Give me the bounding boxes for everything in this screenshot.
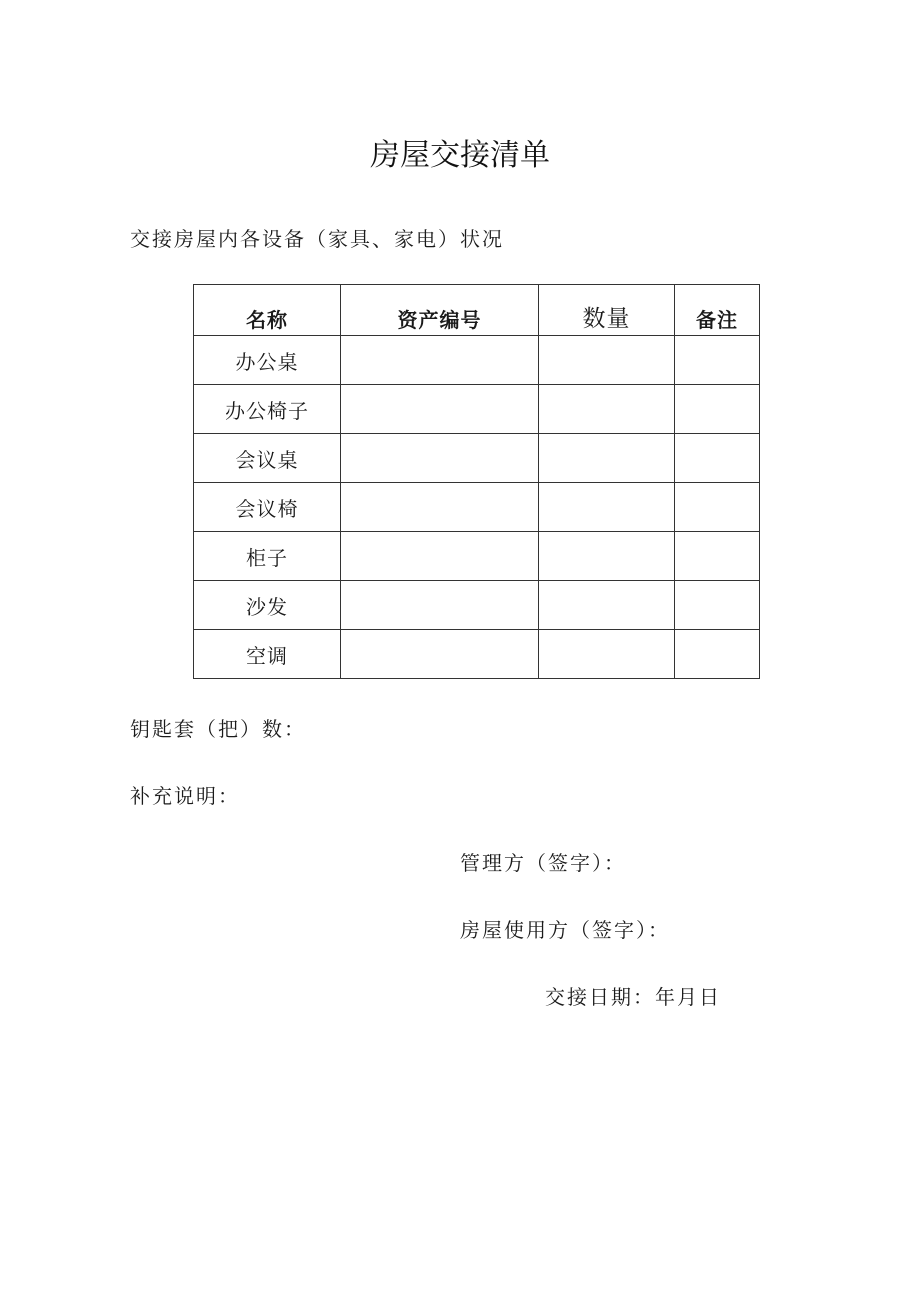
table-row [194,581,760,630]
header-name: 名称 [194,285,341,336]
table-header-row [194,285,760,336]
quantity-cell[interactable] [539,434,675,483]
quantity-cell[interactable] [539,581,675,630]
remark-cell[interactable] [675,434,760,483]
item-name: 会议桌 [194,434,341,483]
asset-no-cell[interactable] [341,483,539,532]
quantity-cell[interactable] [539,532,675,581]
header-asset-no: 资产编号 [341,285,539,336]
intro-text: 交接房屋内各设备（家具、家电）状况 [130,227,504,251]
item-name: 办公椅子 [194,385,341,434]
remark-cell[interactable] [675,630,760,679]
quantity-cell[interactable] [539,630,675,679]
quantity-cell[interactable] [539,483,675,532]
handover-date-label: 交接日期：年月日 [545,985,721,1009]
item-name: 空调 [194,630,341,679]
remark-cell[interactable] [675,385,760,434]
item-name: 办公桌 [194,336,341,385]
quantity-cell[interactable] [539,385,675,434]
asset-no-cell[interactable] [341,434,539,483]
asset-no-cell[interactable] [341,336,539,385]
item-name: 会议椅 [194,483,341,532]
asset-no-cell[interactable] [341,532,539,581]
notes-label: 补充说明： [130,784,240,808]
asset-no-cell[interactable] [341,630,539,679]
asset-no-cell[interactable] [341,385,539,434]
remark-cell[interactable] [675,336,760,385]
remark-cell[interactable] [675,581,760,630]
table-row [194,434,760,483]
quantity-cell[interactable] [539,336,675,385]
table-row [194,336,760,385]
item-name: 柜子 [194,532,341,581]
header-remark: 备注 [675,285,760,336]
user-signature-label: 房屋使用方（签字）： [460,918,670,942]
inventory-table [193,284,760,679]
table-row [194,483,760,532]
table-row [194,385,760,434]
table-row [194,532,760,581]
keys-count-label: 钥匙套（把）数： [130,717,306,741]
manager-signature-label: 管理方（签字）： [460,851,626,875]
remark-cell[interactable] [675,532,760,581]
asset-no-cell[interactable] [341,581,539,630]
document-title: 房屋交接清单 [370,138,550,173]
item-name: 沙发 [194,581,341,630]
table-row [194,630,760,679]
header-quantity: 数量 [539,285,675,336]
remark-cell[interactable] [675,483,760,532]
